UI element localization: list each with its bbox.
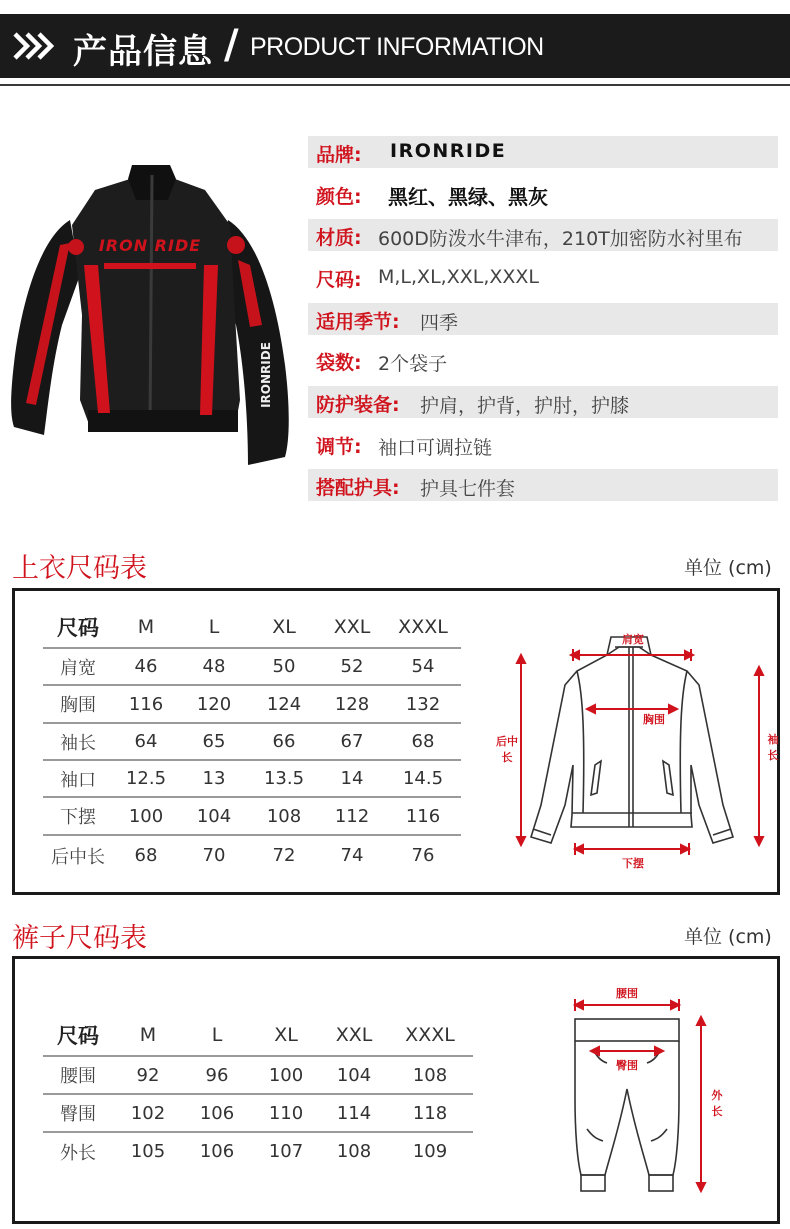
table-row xyxy=(43,760,461,797)
spec-label: 袋数: xyxy=(316,352,362,374)
table-cell: 114 xyxy=(321,1094,387,1132)
spec-row-gear xyxy=(308,469,778,501)
table-cell: 48 xyxy=(179,648,249,685)
jacket-sleeve-logo: IRONRIDE xyxy=(259,342,273,408)
table-cell: 76 xyxy=(385,835,461,875)
table-row xyxy=(43,797,461,835)
table-cell: 13.5 xyxy=(249,760,319,797)
diagram-label-hem: 下摆 xyxy=(622,857,644,870)
table-header-cell: M xyxy=(137,616,155,638)
section-header xyxy=(0,14,790,78)
table-cell: 105 xyxy=(113,1132,183,1170)
table-cell: 46 xyxy=(113,648,179,685)
table-cell: 13 xyxy=(179,760,249,797)
diagram-label-sleeve-1: 袖 xyxy=(767,733,779,746)
spec-label: 调节: xyxy=(316,436,362,458)
spec-value: M,L,XL,XXL,XXXL xyxy=(378,266,539,288)
table-row xyxy=(43,1094,473,1132)
spec-label: 材质: xyxy=(316,227,362,249)
jacket-photo xyxy=(0,165,300,475)
diagram-label-outseam-1: 外 xyxy=(711,1089,723,1102)
spec-value: 袖口可调拉链 xyxy=(378,437,493,459)
diagram-label-chest: 胸围 xyxy=(643,713,665,726)
table-cell: 袖口 xyxy=(43,760,113,797)
table-cell: 臀围 xyxy=(43,1094,113,1132)
table-cell: 108 xyxy=(387,1056,473,1094)
table-cell: 68 xyxy=(113,835,179,875)
header-separator: / xyxy=(224,22,239,68)
header-title-zh: 产品信息 xyxy=(73,32,213,72)
spec-value: 600D防泼水牛津布，210T加密防水衬里布 xyxy=(378,228,743,250)
diagram-label-back-length-1: 后中 xyxy=(496,735,518,748)
jacket-chest-logo: IRON RIDE xyxy=(98,236,202,255)
table-cell: 66 xyxy=(249,723,319,760)
table-header-cell: 尺码 xyxy=(57,616,99,640)
jacket-size-table xyxy=(43,607,461,875)
spec-label: 尺码: xyxy=(316,269,362,291)
header-divider xyxy=(0,84,790,86)
table-header-row xyxy=(43,607,461,648)
jacket-measure-diagram xyxy=(487,615,777,883)
jacket-size-box xyxy=(12,588,780,895)
pants-measure-diagram xyxy=(563,979,723,1217)
table-cell: 14.5 xyxy=(385,760,461,797)
table-cell: 132 xyxy=(385,685,461,723)
table-cell: 92 xyxy=(113,1056,183,1094)
table-cell: 118 xyxy=(387,1094,473,1132)
spec-label: 品牌: xyxy=(316,144,362,166)
table-row xyxy=(43,685,461,723)
spec-label: 颜色: xyxy=(316,186,362,208)
table-cell: 14 xyxy=(319,760,385,797)
table-cell: 65 xyxy=(179,723,249,760)
table-cell: 下摆 xyxy=(43,797,113,835)
table-header-row xyxy=(43,1015,473,1056)
table-cell: 肩宽 xyxy=(43,648,113,685)
table-header-cell: XXXL xyxy=(398,616,448,638)
table-cell: 108 xyxy=(321,1132,387,1170)
diagram-label-shoulder: 肩宽 xyxy=(622,633,644,646)
double-chevron-icon xyxy=(12,31,58,61)
spec-row-brand xyxy=(308,136,778,168)
table-cell: 104 xyxy=(179,797,249,835)
diagram-label-hip: 臀围 xyxy=(616,1059,638,1072)
table-cell: 54 xyxy=(385,648,461,685)
jacket-chart-unit: 单位 (cm) xyxy=(684,557,772,579)
table-cell: 64 xyxy=(113,723,179,760)
table-header-cell: XXL xyxy=(333,616,371,638)
table-cell: 110 xyxy=(251,1094,321,1132)
table-cell: 50 xyxy=(249,648,319,685)
table-cell: 后中长 xyxy=(43,835,113,875)
spec-value: 护肩，护背，护肘，护膝 xyxy=(420,395,630,417)
table-cell: 102 xyxy=(113,1094,183,1132)
spec-row-sizes xyxy=(308,261,778,293)
table-header-cell: XXXL xyxy=(405,1024,455,1046)
table-row xyxy=(43,648,461,685)
table-cell: 128 xyxy=(319,685,385,723)
table-cell: 胸围 xyxy=(43,685,113,723)
spec-value: 护具七件套 xyxy=(420,478,516,500)
table-cell: 104 xyxy=(321,1056,387,1094)
spec-value: IRONRIDE xyxy=(390,140,507,162)
spec-row-material xyxy=(308,219,778,251)
spec-row-protection xyxy=(308,386,778,418)
spec-label: 防护装备: xyxy=(316,394,400,416)
table-header-cell: M xyxy=(139,1024,157,1046)
table-row xyxy=(43,1132,473,1170)
spec-row-adjust xyxy=(308,428,778,460)
spec-label: 搭配护具: xyxy=(316,477,400,499)
table-header-cell: XXL xyxy=(335,1024,373,1046)
table-cell: 68 xyxy=(385,723,461,760)
table-row xyxy=(43,723,461,760)
spec-row-season xyxy=(308,303,778,335)
diagram-label-back-length-2: 长 xyxy=(501,751,513,764)
pants-size-table xyxy=(43,1015,473,1170)
table-cell: 112 xyxy=(319,797,385,835)
table-cell: 腰围 xyxy=(43,1056,113,1094)
table-cell: 109 xyxy=(387,1132,473,1170)
table-cell: 120 xyxy=(179,685,249,723)
table-header-cell: XL xyxy=(272,616,296,638)
header-title-en: PRODUCT INFORMATION xyxy=(250,33,544,61)
table-header-cell: L xyxy=(208,616,220,638)
pants-chart-title: 裤子尺码表 xyxy=(12,923,147,954)
table-cell: 52 xyxy=(319,648,385,685)
table-cell: 116 xyxy=(113,685,179,723)
table-cell: 106 xyxy=(183,1094,251,1132)
table-cell: 124 xyxy=(249,685,319,723)
spec-label: 适用季节: xyxy=(316,311,400,333)
jacket-chart-title: 上衣尺码表 xyxy=(12,553,147,584)
table-cell: 70 xyxy=(179,835,249,875)
spec-value: 四季 xyxy=(420,312,459,334)
diagram-label-outseam-2: 长 xyxy=(711,1105,723,1118)
table-cell: 116 xyxy=(385,797,461,835)
table-header-cell: 尺码 xyxy=(57,1024,99,1048)
table-cell: 67 xyxy=(319,723,385,760)
table-cell: 外长 xyxy=(43,1132,113,1170)
table-cell: 107 xyxy=(251,1132,321,1170)
pants-chart-unit: 单位 (cm) xyxy=(684,926,772,948)
spec-row-pockets xyxy=(308,344,778,376)
table-cell: 12.5 xyxy=(113,760,179,797)
diagram-label-sleeve-2: 长 xyxy=(767,749,779,762)
diagram-label-waist: 腰围 xyxy=(616,987,638,1000)
table-header-cell: XL xyxy=(274,1024,298,1046)
table-cell: 74 xyxy=(319,835,385,875)
spec-row-color xyxy=(308,178,778,210)
spec-value: 黑红、黑绿、黑灰 xyxy=(388,185,548,209)
spec-value: 2个袋子 xyxy=(378,353,448,375)
table-cell: 106 xyxy=(183,1132,251,1170)
table-header-cell: L xyxy=(211,1024,223,1046)
table-cell: 96 xyxy=(183,1056,251,1094)
table-cell: 袖长 xyxy=(43,723,113,760)
table-cell: 100 xyxy=(113,797,179,835)
table-cell: 108 xyxy=(249,797,319,835)
table-cell: 100 xyxy=(251,1056,321,1094)
table-row xyxy=(43,1056,473,1094)
table-cell: 72 xyxy=(249,835,319,875)
table-row xyxy=(43,835,461,875)
pants-size-box xyxy=(12,956,780,1224)
